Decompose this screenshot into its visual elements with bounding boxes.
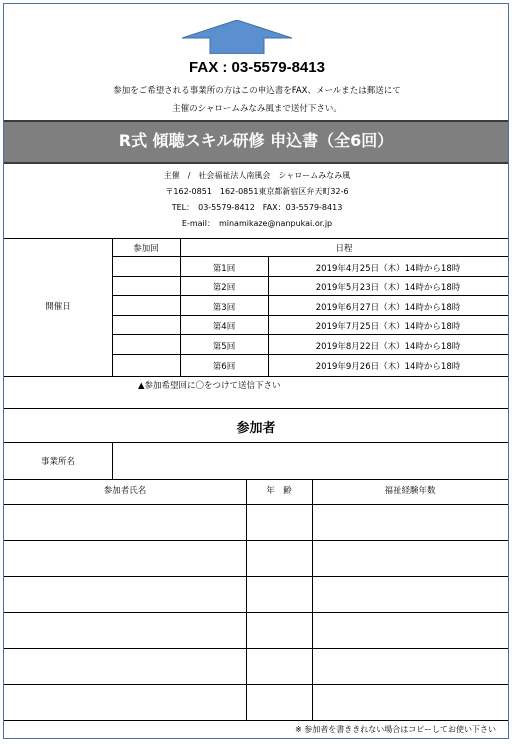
office-name-field[interactable] xyxy=(114,444,506,477)
arrow-up-icon xyxy=(182,20,292,54)
date-column-header: 日程 xyxy=(335,244,353,254)
participant-age-field[interactable] xyxy=(248,686,310,718)
participant-age-field[interactable] xyxy=(248,542,310,574)
participant-experience-field[interactable] xyxy=(314,686,506,718)
attend-mark-cell[interactable] xyxy=(112,277,180,295)
divider xyxy=(4,442,508,443)
participant-experience-field[interactable] xyxy=(314,506,506,538)
attend-instruction: ▲参加希望回に〇をつけて送信下さい xyxy=(138,381,281,391)
session-label: 第3回 xyxy=(212,303,236,313)
experience-column-header: 福祉経験年数 xyxy=(384,486,436,496)
participant-name-field[interactable] xyxy=(6,578,244,610)
application-form xyxy=(3,3,509,739)
participant-age-field[interactable] xyxy=(248,578,310,610)
divider xyxy=(4,408,508,409)
participant-age-field[interactable] xyxy=(248,650,310,682)
name-column-header: 参加者氏名 xyxy=(103,486,147,496)
organizer-address: 〒162-0851 162-0851東京都新宿区弁天町32-6 xyxy=(165,187,349,196)
session-date: 2019年6月27日（木）14時から18時 xyxy=(315,303,461,313)
participant-age-field[interactable] xyxy=(248,614,310,646)
organizer-email: E-mail： minamikaze@nanpukai.or.jp xyxy=(181,219,333,228)
office-name-label: 事業所名 xyxy=(40,457,75,467)
organizer-phone: TEL： 03-5579-8412 FAX：03-5579-8413 xyxy=(171,203,343,212)
divider xyxy=(4,479,508,480)
intro-line-1: 参加をご希望される事業所の方はこの申込書をFAX、メールまたは郵送にて xyxy=(113,86,401,96)
session-label: 第4回 xyxy=(212,322,236,332)
schedule-table xyxy=(4,238,508,376)
participant-name-field[interactable] xyxy=(6,686,244,718)
participant-experience-field[interactable] xyxy=(314,650,506,682)
age-column-header: 年 齢 xyxy=(266,486,292,496)
attend-mark-cell[interactable] xyxy=(112,335,180,354)
divider xyxy=(4,376,508,377)
footer-note: ※ 参加者を書ききれない場合はコピーしてお使い下さい xyxy=(295,725,496,734)
attend-mark-cell[interactable] xyxy=(112,316,180,334)
organizer-host: 主催 / 社会福祉法人南風会 シャロームみなみ風 xyxy=(163,171,351,180)
divider xyxy=(268,256,269,376)
participant-age-field[interactable] xyxy=(248,506,310,538)
session-label: 第6回 xyxy=(212,362,236,372)
session-label: 第2回 xyxy=(212,283,236,293)
divider xyxy=(4,648,508,649)
attend-column-header: 参加回 xyxy=(133,244,159,254)
divider xyxy=(4,720,508,721)
divider xyxy=(4,540,508,541)
session-date: 2019年4月25日（木）14時から18時 xyxy=(315,264,461,274)
fax-number-title: FAX : 03-5579-8413 xyxy=(189,59,325,76)
participant-name-field[interactable] xyxy=(6,650,244,682)
participant-name-field[interactable] xyxy=(6,506,244,538)
divider xyxy=(112,442,113,479)
participant-experience-field[interactable] xyxy=(314,614,506,646)
session-date: 2019年8月22日（木）14時から18時 xyxy=(315,342,461,352)
session-date: 2019年7月25日（木）14時から18時 xyxy=(315,322,461,332)
divider xyxy=(4,576,508,577)
intro-line-2: 主催のシャロームみなみ風まで送付下さい。 xyxy=(172,104,342,114)
participant-experience-field[interactable] xyxy=(314,578,506,610)
session-label: 第5回 xyxy=(212,342,236,352)
session-label: 第1回 xyxy=(212,264,236,274)
schedule-row-label: 開催日 xyxy=(45,302,71,312)
divider xyxy=(4,684,508,685)
participants-section-title: 参加者 xyxy=(236,421,276,436)
participant-name-field[interactable] xyxy=(6,614,244,646)
attend-mark-cell[interactable] xyxy=(112,296,180,315)
attend-mark-cell[interactable] xyxy=(112,355,180,376)
participant-experience-field[interactable] xyxy=(314,542,506,574)
form-title-banner: R式 傾聴スキル研修 申込書（全6回） xyxy=(4,120,508,164)
attend-mark-cell[interactable] xyxy=(112,257,180,276)
participant-name-field[interactable] xyxy=(6,542,244,574)
divider xyxy=(4,504,508,505)
divider xyxy=(4,612,508,613)
session-date: 2019年5月23日（木）14時から18時 xyxy=(315,283,461,293)
session-date: 2019年9月26日（木）14時から18時 xyxy=(315,362,461,372)
